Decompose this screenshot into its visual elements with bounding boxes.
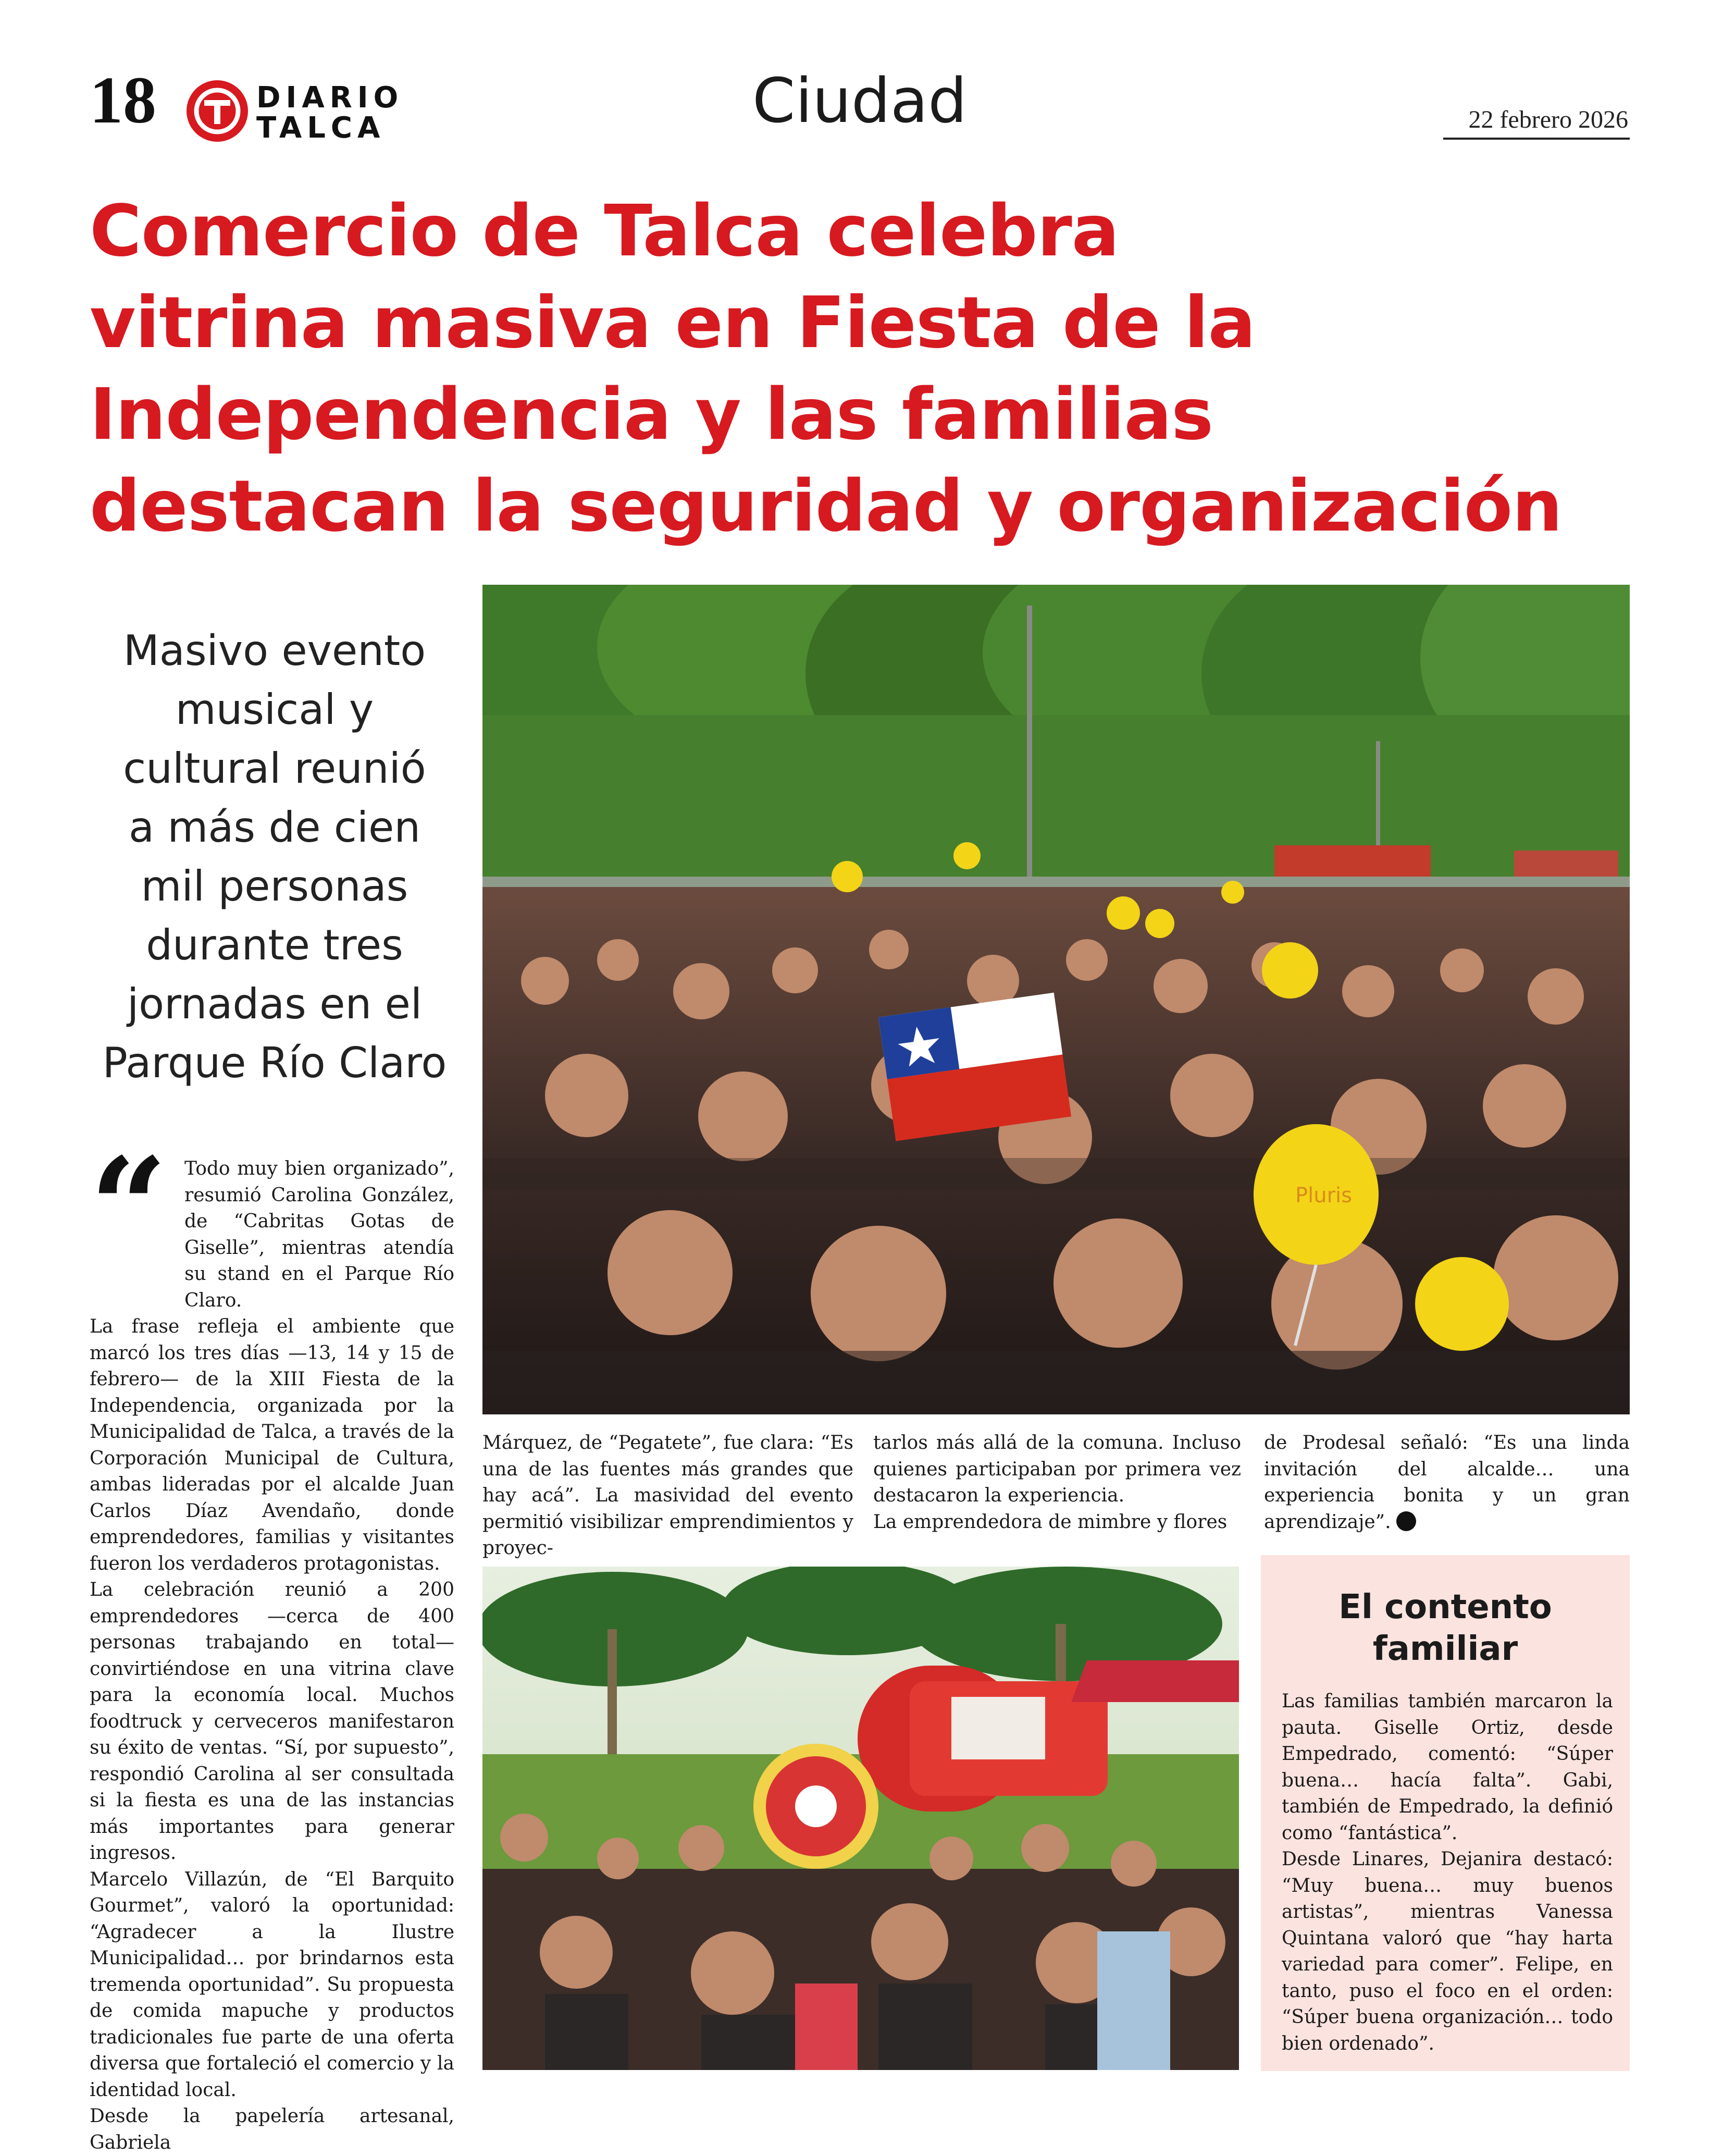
issue-date: 22 febrero 2026: [1468, 106, 1628, 133]
article-column-4: [1264, 1430, 1630, 1535]
sidebar-body: [1282, 1689, 1613, 2057]
article-paragraph: La emprendedora de mimbre y flores: [873, 1511, 1228, 1533]
sidebar-title-line: familiar: [1372, 1630, 1518, 1668]
logo-word-talca: TALCA: [256, 111, 386, 145]
article-paragraph: La frase refleja el ambiente que marcó los tres días —13, 14 y 15 de febrero— de la XIII Fiesta de la Independencia, organizada por la Municipalidad de Talca, a través de la Corporación Municipal de Cultura, ambas lideradas por el alcalde Juan Carlos Díaz Avendaño, donde emprendedores, familias y visitantes fueron los verdaderos protagonistas.: [90, 1316, 454, 1574]
article-paragraph: La celebración reunió a 200 emprendedores —cerca de 400 personas trabajando en total— convirtiéndose en una vitrina clave para la economía local. Muchos foodtruck y cerveceros manifestaron su éxito de ventas. “Sí, por supuesto”, respondió Carolina al ser consultada si la fiesta es una de las instancias más importantes para generar ingresos.: [90, 1579, 454, 1864]
article-column-1: [90, 1156, 454, 2156]
section-title: Ciudad: [752, 65, 968, 137]
end-of-article-icon: [1396, 1511, 1416, 1531]
sidebar-box: [1261, 1555, 1630, 2071]
crowd-photo: [482, 585, 1630, 1414]
sidebar-title-line: El contento: [1338, 1588, 1552, 1627]
sidebar-paragraph: Desde Linares, Dejanira destacó: “Muy buena… muy buenos artistas”, mientras Vanessa Quintana valoró que “hay harta variedad para comer”. Felipe, en tanto, puso el foco en el orden: “Súper buena organización… todo bien ordenado”.: [1282, 1849, 1613, 2054]
logo-word-diario: DIARIO: [256, 81, 404, 115]
deck-line: jornadas en el: [127, 980, 423, 1028]
article-paragraph: [1264, 1430, 1630, 1535]
article-column-3: [873, 1430, 1241, 1535]
balloon-text: Pluris: [1295, 1184, 1352, 1208]
page-number: 18: [90, 63, 156, 137]
diario-talca-logo: [187, 77, 404, 145]
headline-line: destacan la seguridad y organización: [90, 465, 1562, 548]
deck-line: a más de cien: [128, 803, 421, 852]
deck-line: durante tres: [146, 921, 403, 969]
deck-line: cultural reunió: [123, 744, 426, 793]
stand-photo: [482, 1567, 1239, 2070]
article-closing-text: de Prodesal señaló: “Es una linda invitación del alcalde… una experiencia bonita y un gran aprendizaje”.: [1264, 1432, 1630, 1533]
date-underline: [1443, 138, 1630, 140]
headline-line: vitrina masiva en Fiesta de la: [90, 282, 1256, 364]
deck-line: mil personas: [141, 862, 408, 910]
deck-line: musical y: [175, 685, 374, 734]
sidebar-paragraph: Las familias también marcaron la pauta. Giselle Ortiz, desde Empedrado, comentó: “Súper buena… hacía falta”. Gabi, también de Empedrado, la definió como “fantástica”.: [1282, 1691, 1613, 1844]
article-paragraph: Márquez, de “Pegatete”, fue clara: “Es una de las fuentes más grandes que hay acá”. La masividad del evento permitió visibilizar emprendimientos y proyec-: [482, 1432, 853, 1559]
sidebar-title: [1261, 1586, 1630, 1670]
article-paragraph: Todo muy bien organizado”, resumió Carolina González, de “Cabritas Gotas de Giselle”, mientras atendía su stand en el Parque Río Claro.: [184, 1158, 454, 1311]
deck-summary: [90, 621, 460, 1092]
article-column-2: [482, 1430, 853, 1562]
headline: [90, 186, 1653, 552]
headline-line: Independencia y las familias: [90, 374, 1213, 456]
logo-mark-icon: [187, 80, 248, 142]
article-paragraph: Desde la papelería artesanal, Gabriela: [90, 2105, 454, 2153]
article-paragraph: tarlos más allá de la comuna. Incluso quienes participaban por primera vez destacaron la experiencia.: [873, 1432, 1241, 1506]
headline-line: Comercio de Talca celebra: [90, 190, 1119, 273]
deck-line: Parque Río Claro: [102, 1039, 447, 1087]
opening-quote-icon: “: [90, 1128, 168, 1287]
article-paragraph: Marcelo Villazún, de “El Barquito Gourmet”, valoró la oportunidad: “Agradecer a la Ilustre Municipalidad… por brindarnos esta tremenda oportunidad”. Su propuesta de comida mapuche y productos tradicionales fue parte de una oferta diversa que fortaleció el comercio y la identidad local.: [90, 1868, 454, 2101]
deck-line: Masivo evento: [123, 626, 426, 675]
